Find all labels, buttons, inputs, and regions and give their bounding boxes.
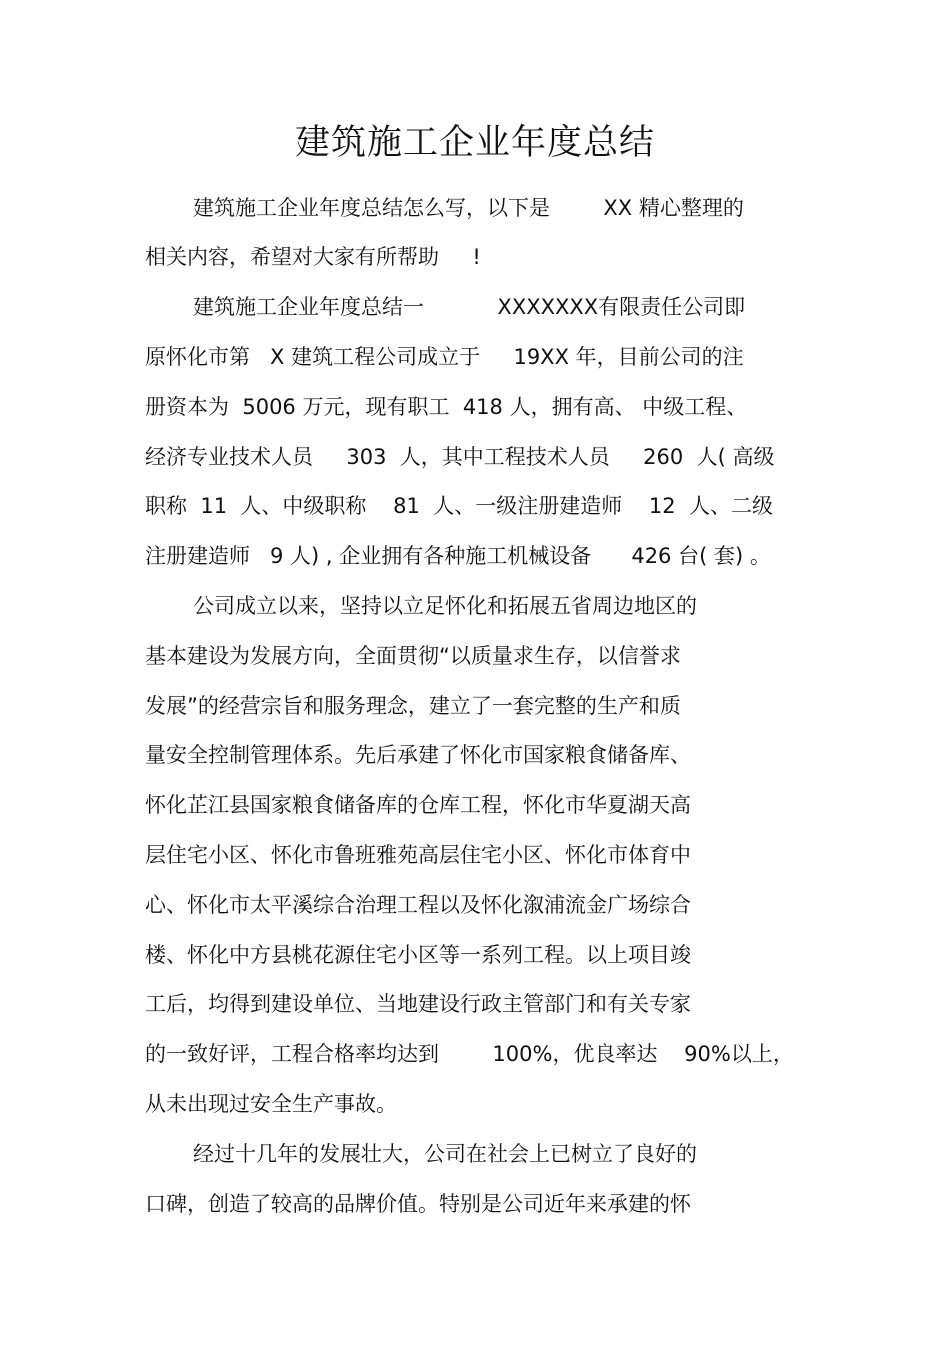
paragraph-line: 原怀化市第 X 建筑工程公司成立于 19XX 年，目前公司的注 xyxy=(145,345,744,369)
paragraph-line: 量安全控制管理体系。先后承建了怀化市国家粮食储备库、 xyxy=(145,743,691,767)
paragraph-line: 经过十几年的发展壮大，公司在社会上已树立了良好的 xyxy=(193,1142,697,1166)
paragraph-line: 从未出现过安全生产事故。 xyxy=(145,1092,397,1116)
paragraph-line: 楼、怀化中方县桃花源住宅小区等一系列工程。以上项目竣 xyxy=(145,943,691,967)
paragraph-line: 建筑施工企业年度总结一 XXXXXXX有限责任公司即 xyxy=(193,295,746,319)
paragraph-line: 心、怀化市太平溪综合治理工程以及怀化溆浦流金广场综合 xyxy=(145,893,691,917)
paragraph-line: 建筑施工企业年度总结怎么写，以下是 XX 精心整理的 xyxy=(193,196,744,220)
paragraph-line: 怀化芷江县国家粮食储备库的仓库工程，怀化市华夏湖天高 xyxy=(145,793,691,817)
paragraph-line: 基本建设为发展方向，全面贯彻“以质量求生存，以信誉求 xyxy=(145,644,681,668)
paragraph-line: 经济专业技术人员 303 人，其中工程技术人员 260 人( 高级 xyxy=(145,445,775,469)
document-title: 建筑施工企业年度总结 xyxy=(294,123,655,163)
paragraph-line: 注册建造师 9 人) , 企业拥有各种施工机械设备 426 台( 套) 。 xyxy=(145,544,771,568)
paragraph-line: 层住宅小区、怀化市鲁班雅苑高层住宅小区、怀化市体育中 xyxy=(145,843,691,867)
paragraph-line: 公司成立以来，坚持以立足怀化和拓展五省周边地区的 xyxy=(193,594,697,618)
paragraph-line: 工后，均得到建设单位、当地建设行政主管部门和有关专家 xyxy=(145,992,691,1016)
paragraph-line: 口碑，创造了较高的品牌价值。特别是公司近年来承建的怀 xyxy=(145,1192,691,1216)
paragraph-line: 相关内容，希望对大家有所帮助 ! xyxy=(145,245,481,269)
paragraph-line: 职称 11 人、中级职称 81 人、一级注册建造师 12 人、二级 xyxy=(145,494,773,518)
paragraph-line: 册资本为 5006 万元，现有职工 418 人，拥有高、 中级工程、 xyxy=(145,395,748,419)
paragraph-line: 的一致好评，工程合格率均达到 100%，优良率达 90%以上， xyxy=(145,1042,794,1066)
paragraph-line: 发展”的经营宗旨和服务理念，建立了一套完整的生产和质 xyxy=(145,694,681,718)
